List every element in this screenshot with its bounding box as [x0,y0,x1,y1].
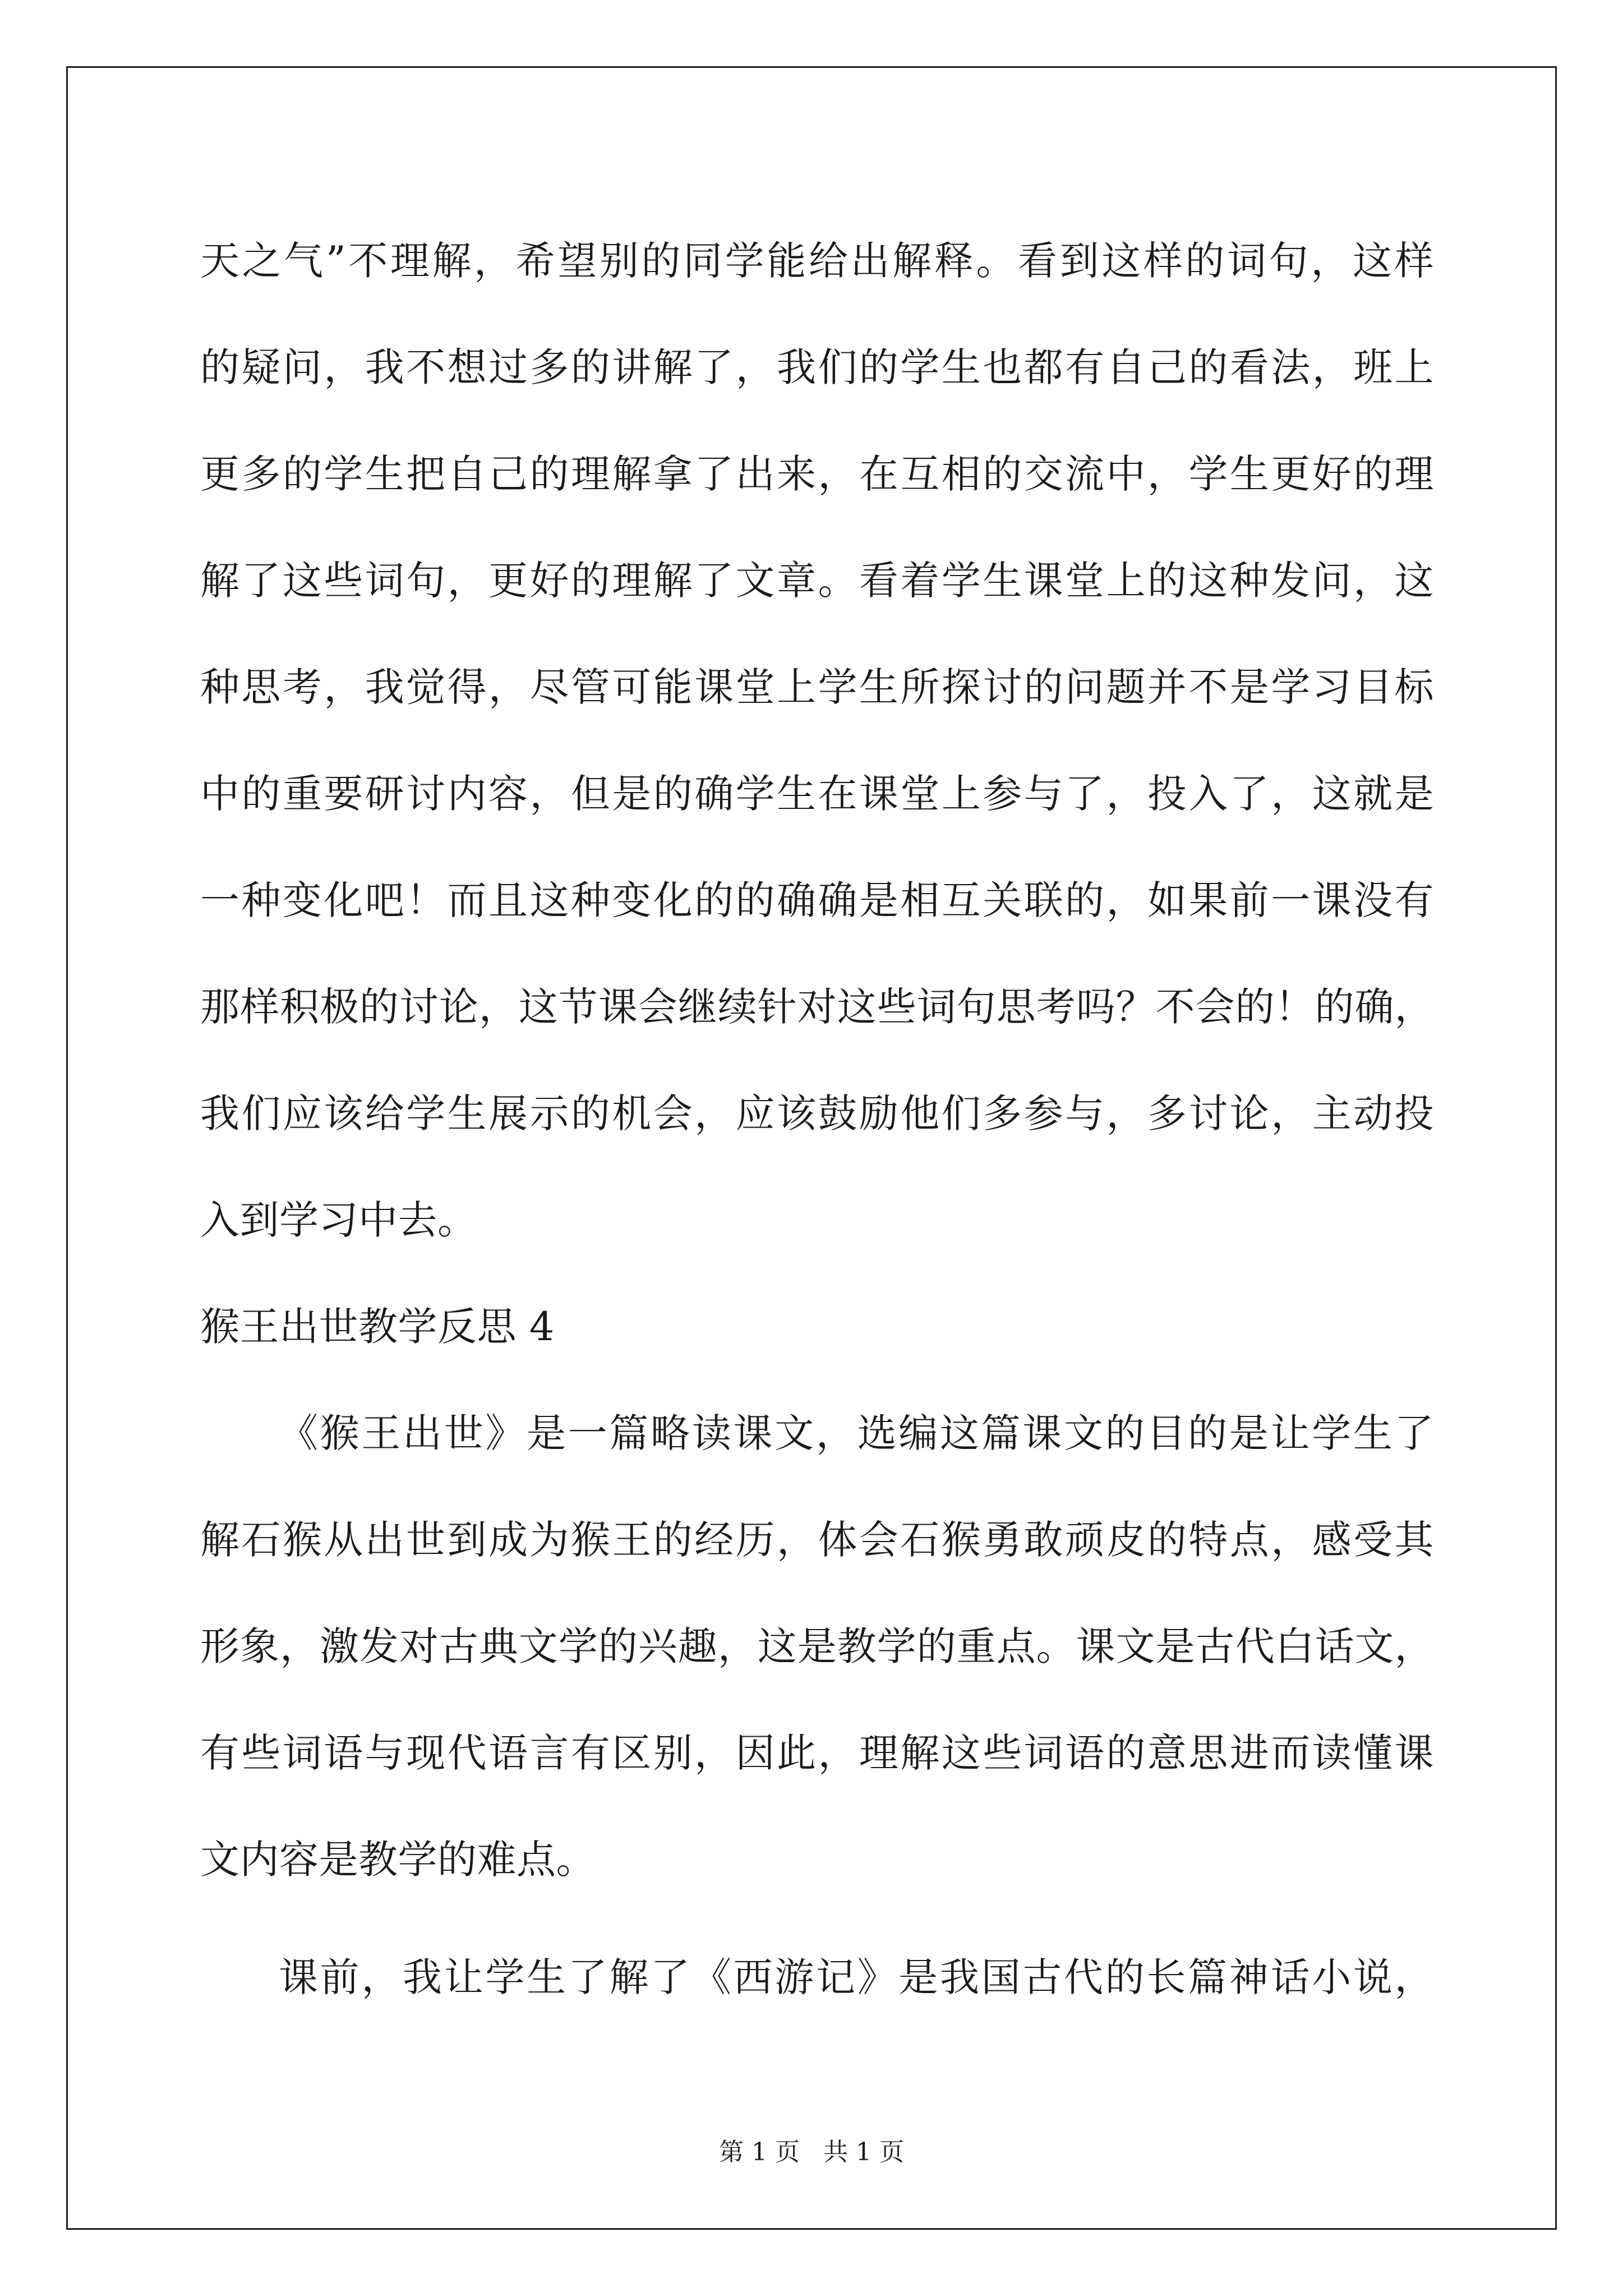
text-line: 解石猴从出世到成为猴王的经历，体会石猴勇敢顽皮的特点，感受其 [200,1517,1434,1563]
text-line: 我们应该给学生展示的机会，应该鼓励他们多参与，多讨论，主动投 [200,1091,1434,1137]
text-line: 形象，激发对古典文学的兴趣，这是教学的重点。课文是古代白话文， [200,1623,1434,1669]
text-line: 天之气”不理解，希望别的同学能给出解释。看到这样的词句，这样 [200,238,1434,284]
page-number: 第 1 页 [719,2138,800,2166]
text-line: 解了这些词句，更好的理解了文章。看着学生课堂上的这种发问，这 [200,558,1434,604]
text-line: 那样积极的讨论，这节课会继续针对这些词句思考吗？不会的！的确， [200,984,1434,1030]
paragraph-start-line: 《猴王出世》是一篇略读课文，选编这篇课文的目的是让学生了 [279,1410,1434,1456]
text-line: 种思考，我觉得，尽管可能课堂上学生所探讨的问题并不是学习目标 [200,664,1434,710]
text-line: 文内容是教学的难点。 [200,1837,596,1883]
text-line: 有些词语与现代语言有区别，因此，理解这些词语的意思进而读懂课 [200,1730,1434,1776]
text-line: 中的重要研讨内容，但是的确学生在课堂上参与了，投入了，这就是 [200,771,1434,817]
page-total: 共 1 页 [823,2138,904,2166]
text-line: 更多的学生把自己的理解拿了出来，在互相的交流中，学生更好的理 [200,451,1434,497]
page-footer [0,2132,1623,2168]
section-heading: 猴王出世教学反思 4 [200,1304,555,1350]
text-line: 入到学习中去。 [200,1197,477,1243]
text-line: 一种变化吧！而且这种变化的的确确是相互关联的，如果前一课没有 [200,877,1434,923]
text-line: 的疑问，我不想过多的讲解了，我们的学生也都有自己的看法，班上 [200,344,1434,390]
document-body [200,208,1434,2031]
paragraph-start-line: 课前，我让学生了解了《西游记》是我国古代的长篇神话小说， [279,1954,1434,2000]
